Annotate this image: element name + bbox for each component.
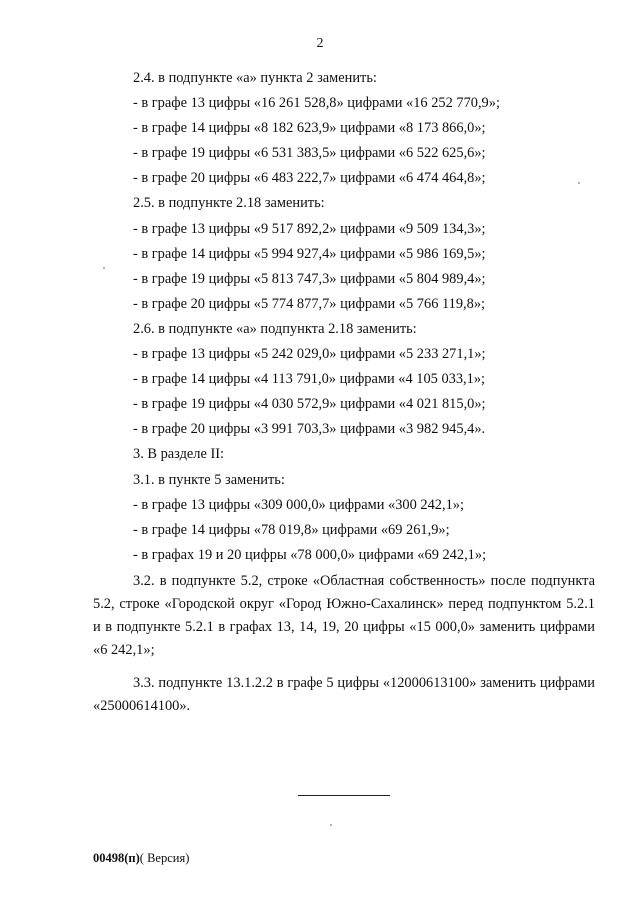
- divider-line: [298, 795, 390, 796]
- section-heading: 2.5. в подпункте 2.18 заменить:: [133, 195, 325, 212]
- document-code: 00498(п): [93, 851, 140, 865]
- list-item: - в графе 13 цифры «5 242 029,0» цифрами «5 233 271,1»;: [133, 346, 486, 363]
- list-item: - в графе 14 цифры «8 182 623,9» цифрами «8 173 866,0»;: [133, 120, 486, 137]
- page-number: 2: [316, 36, 324, 51]
- version-label: ( Версия): [139, 851, 190, 865]
- document-body: [93, 66, 595, 718]
- list-item: - в графе 19 цифры «6 531 383,5» цифрами «6 522 625,6»;: [133, 145, 486, 162]
- list-item: - в графе 20 цифры «3 991 703,3» цифрами «3 982 945,4».: [133, 421, 486, 438]
- list-item: - в графе 13 цифры «9 517 892,2» цифрами «9 509 134,3»;: [133, 220, 486, 237]
- section-heading: 3.1. в пункте 5 заменить:: [133, 471, 285, 488]
- list-item: - в графах 19 и 20 цифры «78 000,0» цифрами «69 242,1»;: [133, 546, 487, 563]
- scan-speck: [330, 824, 332, 826]
- paragraph: 3.3. подпункте 13.1.2.2 в графе 5 цифры «12000613100» заменить цифрами «25000614100».: [93, 674, 595, 714]
- footer: [93, 851, 189, 866]
- scan-speck: [578, 182, 580, 184]
- scan-speck: [103, 267, 105, 269]
- list-item: - в графе 20 цифры «6 483 222,7» цифрами «6 474 464,8»;: [133, 170, 486, 187]
- list-item: - в графе 14 цифры «4 113 791,0» цифрами «4 105 033,1»;: [133, 371, 486, 388]
- paragraph: 3.2. в подпункте 5.2, строке «Областная собственность» после подпункта 5.2, строке «Городской округ «Город Южно-Сахалинск» перед подпунктом 5.2.1 и в подпункте 5.2.1 в графах 13, 14, 19, 20 цифры «15 000,0» заменить цифрами «6 242,1»;: [93, 572, 595, 658]
- section-heading: 3. В разделе II:: [133, 446, 225, 463]
- list-item: - в графе 20 цифры «5 774 877,7» цифрами «5 766 119,8»;: [133, 295, 486, 312]
- list-item: - в графе 14 цифры «78 019,8» цифрами «69 261,9»;: [133, 521, 450, 538]
- list-item: - в графе 13 цифры «309 000,0» цифрами «300 242,1»;: [133, 496, 464, 513]
- section-heading: 2.4. в подпункте «а» пункта 2 заменить:: [133, 70, 377, 86]
- list-item: - в графе 19 цифры «4 030 572,9» цифрами «4 021 815,0»;: [133, 396, 486, 413]
- section-heading: 2.6. в подпункте «а» подпункта 2.18 заменить:: [133, 320, 417, 337]
- list-item: - в графе 13 цифры «16 261 528,8» цифрами «16 252 770,9»;: [133, 95, 500, 112]
- list-item: - в графе 19 цифры «5 813 747,3» цифрами «5 804 989,4»;: [133, 270, 486, 287]
- list-item: - в графе 14 цифры «5 994 927,4» цифрами «5 986 169,5»;: [133, 245, 486, 262]
